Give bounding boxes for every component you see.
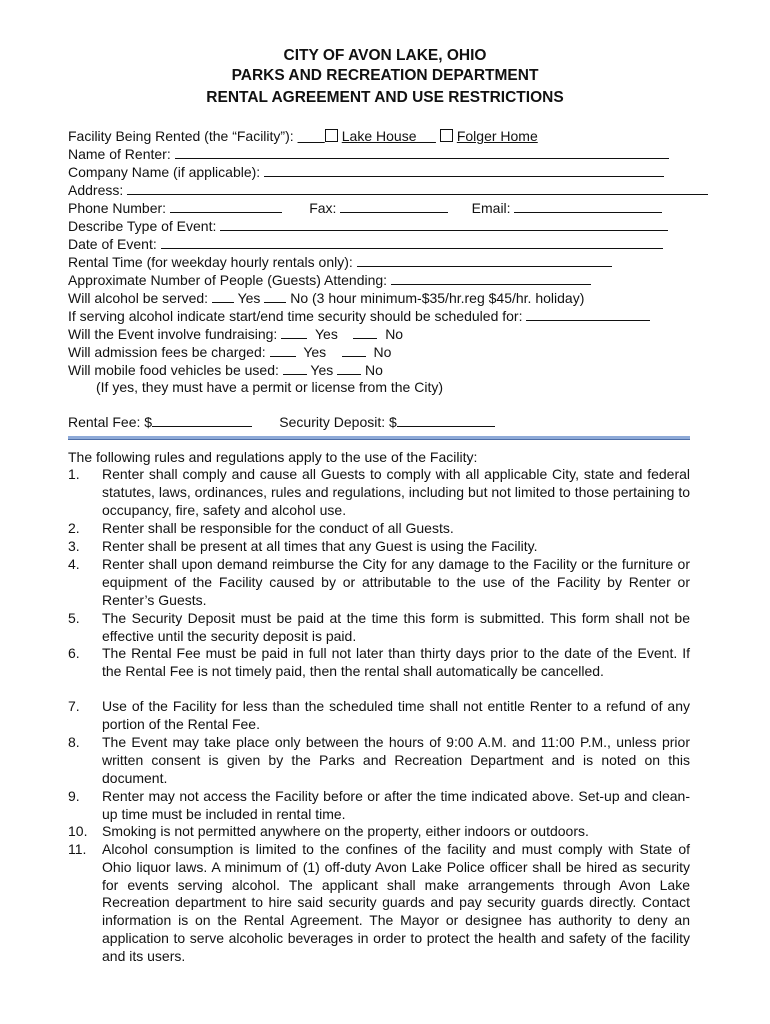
guests-row bbox=[68, 271, 591, 289]
fundraising-label: Will the Event involve fundraising: bbox=[68, 326, 278, 342]
food-trucks-row bbox=[68, 361, 383, 379]
rule-item bbox=[68, 734, 690, 787]
rule-number: 5. bbox=[68, 610, 80, 626]
rule-number: 10. bbox=[68, 823, 88, 839]
rule-item bbox=[68, 610, 690, 646]
rule-text: Renter shall be present at all times that any Guest is using the Facility. bbox=[102, 538, 538, 554]
rule-text: Alcohol consumption is limited to the confines of the facility and must comply with State of Ohio liquor laws. A minimum of (1) off-duty Avon Lake Police officer shall be hired as security for events serving alcohol. The applicant shall make arrangements through Avon Lake Recreation department to hire said security guards and pay security guards directly. Contact information is on the Rental Agreement. The Mayor or designee has authority to deny an application to serve alcoholic beverages in order to protect the health and safety of the facility and its users. bbox=[102, 841, 690, 964]
phone-label: Phone Number: bbox=[68, 200, 167, 216]
rule-text: Renter shall upon demand reimburse the City for any damage to the Facility or the furniture or equipment of the Facility caused by or attributable to the use of the Facility by Renter or Renter’s Guests. bbox=[102, 556, 690, 608]
rule-text: Renter may not access the Facility before or after the time indicated above. Set-up and clean-up time must be included in rental time. bbox=[102, 788, 690, 822]
rule-text: Use of the Facility for less than the scheduled time shall not entitle Renter to a refund of any portion of the Rental Fee. bbox=[102, 698, 690, 732]
rule-text: Smoking is not permitted anywhere on the property, either indoors or outdoors. bbox=[102, 823, 589, 839]
department-title: PARKS AND RECREATION DEPARTMENT bbox=[231, 67, 539, 84]
company-label: Company Name (if applicable): bbox=[68, 164, 261, 180]
lake-house-checkbox[interactable] bbox=[325, 129, 338, 142]
rule-item bbox=[68, 698, 690, 734]
event-type-field[interactable] bbox=[220, 217, 668, 231]
security-label: If serving alcohol indicate start/end time security should be scheduled for: bbox=[68, 308, 523, 324]
email-field[interactable] bbox=[514, 199, 662, 213]
event-date-row bbox=[68, 235, 663, 253]
facility-row bbox=[68, 127, 538, 145]
address-row bbox=[68, 181, 708, 199]
rule-text: The Event may take place only between the hours of 9:00 A.M. and 11:00 P.M., unless prior written consent is given by the Parks and Recreation Department and is noted on this document. bbox=[102, 734, 690, 786]
rule-item bbox=[68, 788, 690, 824]
rule-number: 3. bbox=[68, 538, 80, 554]
renter-label: Name of Renter: bbox=[68, 146, 171, 162]
rule-number: 2. bbox=[68, 520, 80, 536]
permit-note: (If yes, they must have a permit or license from the City) bbox=[96, 379, 444, 395]
company-row bbox=[68, 163, 664, 181]
fundraising-no-blank[interactable] bbox=[353, 325, 377, 339]
food-trucks-yes-blank[interactable] bbox=[283, 361, 307, 375]
rule-item bbox=[68, 841, 690, 966]
rental-time-row bbox=[68, 253, 612, 271]
rental-fee-label: Rental Fee: $ bbox=[68, 414, 153, 430]
renter-row bbox=[68, 145, 669, 163]
alcohol-label: Will alcohol be served: bbox=[68, 290, 209, 306]
guests-label: Approximate Number of People (Guests) Attending: bbox=[68, 272, 388, 288]
renter-name-field[interactable] bbox=[175, 145, 669, 159]
city-title: CITY OF AVON LAKE, OHIO bbox=[283, 47, 487, 64]
rule-number: 11. bbox=[68, 841, 87, 857]
document-title: RENTAL AGREEMENT AND USE RESTRICTIONS bbox=[206, 89, 564, 106]
fundraising-row bbox=[68, 325, 403, 343]
folger-home-option: Folger Home bbox=[456, 128, 538, 144]
address-field[interactable] bbox=[127, 181, 708, 195]
security-time-field[interactable] bbox=[526, 307, 650, 321]
alcohol-no-blank[interactable] bbox=[264, 289, 286, 303]
admission-no-label: No bbox=[373, 344, 392, 360]
folger-home-checkbox[interactable] bbox=[440, 129, 453, 142]
fax-field[interactable] bbox=[340, 199, 448, 213]
alcohol-row bbox=[68, 289, 584, 307]
rule-number: 6. bbox=[68, 645, 80, 661]
rule-item bbox=[68, 466, 690, 519]
rule-text: The Security Deposit must be paid at the time this form is submitted. This form shall not be effective until the security deposit is paid. bbox=[102, 610, 690, 644]
rental-time-label: Rental Time (for weekday hourly rentals only): bbox=[68, 254, 353, 270]
section-divider bbox=[68, 436, 690, 440]
alcohol-yes-label: Yes bbox=[237, 290, 261, 306]
rule-item bbox=[68, 520, 690, 538]
guests-field[interactable] bbox=[391, 271, 591, 285]
email-label: Email: bbox=[471, 200, 511, 216]
rule-item bbox=[68, 645, 690, 681]
rule-item bbox=[68, 823, 690, 841]
food-trucks-label: Will mobile food vehicles be used: bbox=[68, 362, 279, 378]
fundraising-yes-label: Yes bbox=[315, 326, 338, 342]
rule-number: 8. bbox=[68, 734, 80, 750]
security-row bbox=[68, 307, 650, 325]
rule-text: Renter shall comply and cause all Guests to comply with all applicable City, state and federal statutes, laws, ordinances, rules and regulations, including but not limited to those pertaining to occupancy, fire, safety and alcohol use. bbox=[102, 466, 690, 518]
food-trucks-yes-label: Yes bbox=[310, 362, 334, 378]
alcohol-yes-blank[interactable] bbox=[212, 289, 234, 303]
address-label: Address: bbox=[68, 182, 124, 198]
event-type-row bbox=[68, 217, 668, 235]
rule-number: 9. bbox=[68, 788, 80, 804]
admission-yes-blank[interactable] bbox=[270, 343, 296, 357]
food-trucks-no-label: No bbox=[365, 362, 383, 378]
rental-time-field[interactable] bbox=[357, 253, 612, 267]
fundraising-yes-blank[interactable] bbox=[281, 325, 307, 339]
contact-row bbox=[68, 199, 662, 217]
security-deposit-label: Security Deposit: $ bbox=[279, 414, 397, 430]
company-name-field[interactable] bbox=[264, 163, 664, 177]
event-type-label: Describe Type of Event: bbox=[68, 218, 217, 234]
alcohol-no-note: No (3 hour minimum-$35/hr.reg $45/hr. holiday) bbox=[290, 290, 585, 306]
rental-fee-field[interactable] bbox=[152, 413, 252, 427]
fees-row bbox=[68, 413, 495, 431]
rule-item bbox=[68, 556, 690, 609]
rules-intro: The following rules and regulations apply to the use of the Facility: bbox=[68, 449, 478, 465]
security-deposit-field[interactable] bbox=[397, 413, 495, 427]
fax-label: Fax: bbox=[309, 200, 337, 216]
rule-text: Renter shall be responsible for the conduct of all Guests. bbox=[102, 520, 454, 536]
rule-item bbox=[68, 538, 690, 556]
food-trucks-no-blank[interactable] bbox=[337, 361, 361, 375]
facility-label: Facility Being Rented (the “Facility”): bbox=[68, 128, 294, 144]
admission-row bbox=[68, 343, 391, 361]
event-date-field[interactable] bbox=[161, 235, 663, 249]
lake-house-option: Lake House bbox=[341, 128, 417, 144]
fundraising-no-label: No bbox=[385, 326, 404, 342]
rule-text: The Rental Fee must be paid in full not later than thirty days prior to the date of the Event. If the Rental Fee is not timely paid, then the rental shall automatically be cancelled. bbox=[102, 645, 690, 679]
event-date-label: Date of Event: bbox=[68, 236, 157, 252]
admission-label: Will admission fees be charged: bbox=[68, 344, 266, 360]
admission-no-blank[interactable] bbox=[342, 343, 366, 357]
rule-number: 4. bbox=[68, 556, 80, 572]
rule-number: 7. bbox=[68, 698, 80, 714]
phone-field[interactable] bbox=[170, 199, 282, 213]
rule-number: 1. bbox=[68, 466, 80, 482]
admission-yes-label: Yes bbox=[303, 344, 327, 360]
